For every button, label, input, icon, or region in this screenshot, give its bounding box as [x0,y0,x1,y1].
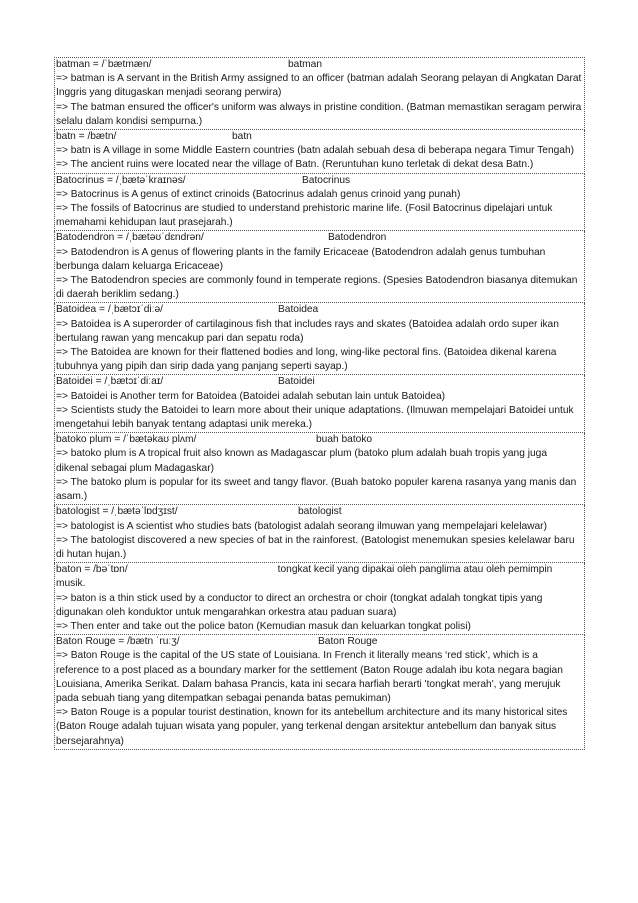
entry-header [55,303,584,317]
entry-header [55,174,584,188]
entry-example: => The ancient ruins were located near the village of Batn. (Reruntuhan kuno terletak di dekat desa Batn.) [56,159,534,171]
entry-example: => The fossils of Batocrinus are studied to understand prehistoric marine life. (Fosil Batocrinus dipelajari untuk memahami kehidupan laut prasejarah.) [56,203,553,229]
entry-translation: batn [232,131,252,143]
entry-example: => The Batoidea are known for their flattened bodies and long, wing-like pectoral fins. (Batoidea dikenal karena tubuhnya yang pipih dan sirip dada yang panjang seperti sayap.) [56,347,557,373]
entry-example: => The batman ensured the officer's uniform was always in pristine condition. (Batman memastikan seragam perwira selalu dalam kondisi sempurna.) [56,101,582,127]
entry-header [55,130,584,144]
entry-pronunciation: batoko plum = /ˈbætəkaʊ plʌm/ [56,434,197,446]
entry-definition: => Batodendron is A genus of flowering plants in the family Ericaceae (Batodendron adalah genus tumbuhan berbunga dalam keluarga Ericaceae) [56,246,546,272]
entry-pronunciation: Batocrinus = /ˌbætəˈkraɪnəs/ [56,174,186,186]
entry-pronunciation: batn = /bætn/ [56,131,117,143]
entry-translation: Batoidea [278,304,319,316]
entry-definition: => Batocrinus is A genus of extinct crinoids (Batocrinus adalah genus crinoid yang punah) [56,188,461,200]
entry-example: => Then enter and take out the police baton (Kemudian masuk dan keluarkan tongkat polisi) [56,620,471,632]
entry-header [55,505,584,519]
entry-batodendron [54,231,585,303]
entry-batocrinus [54,174,585,232]
entry-example: => Baton Rouge is a popular tourist destination, known for its antebellum architecture and its many historical sites (Baton Rouge adalah tujuan wisata yang populer, yang terkenal dengan arsitektur antebellum dan banyak situs bersejarahnya) [56,707,568,747]
entry-definition: => Batoidei is Another term for Batoidea (Batoidei adalah sebutan lain untuk Batoidea) [56,390,446,402]
entry-definition: => batn is A village in some Middle Eastern countries (batn adalah sebuah desa di beberapa negara Timur Tengah) [56,145,575,157]
entry-header [55,58,584,72]
entry-header [55,231,584,245]
entry-definition: => baton is a thin stick used by a conductor to direct an orchestra or choir (tongkat adalah tongkat tipis yang digunakan oleh konduktor untuk mengarahkan orkestra atau paduan suara) [56,592,543,618]
entry-pronunciation: Batoidea = /ˌbætɔɪˈdiːə/ [56,304,163,316]
entry-pronunciation: Baton Rouge = /bætn ˈruːʒ/ [56,636,180,648]
entry-header [55,433,584,447]
entry-example: => Scientists study the Batoidei to learn more about their unique adaptations. (Ilmuwan mempelajari Batoidei untuk mengetahui lebih banyak tentang adaptasi unik mereka.) [56,404,574,431]
entry-header [55,635,584,649]
entry-pronunciation: batman = /ˈbætmæn/ [56,59,152,70]
entry-translation: batman [288,59,322,70]
entry-batman [54,57,585,130]
entry-translation: buah batoko [316,434,373,446]
dictionary-document [54,57,585,750]
entry-pronunciation: baton = /bəˈtɒn/ [56,564,128,576]
entry-definition: => Batoidea is A superorder of cartilaginous fish that includes rays and skates (Batoidea adalah ordo super ikan bertulang rawan yang mencakup pari dan sepatu roda) [56,318,559,344]
entry-batologist [54,505,585,563]
entry-batoidei [54,375,585,433]
entry-translation: tongkat kecil yang dipakai oleh panglima atau oleh pemimpin musik. [56,564,553,590]
entry-definition: => Baton Rouge is the capital of the US state of Louisiana. In French it literally means ‘red stick’, which is a reference to a post placed as a boundary marker for the settlement (Baton Rouge adalah ibu kota negara bagian Louisiana, Amerika Serikat. Dalam bahasa Prancis, kata ini secara harfiah berarti 'tongkat merah', yang merujuk pada sebuah tiang yang ditempatkan sebagai penanda batas pemukiman) [56,650,563,704]
entry-example: => The batoko plum is popular for its sweet and tangy flavor. (Buah batoko populer karena rasanya yang manis dan asam.) [56,476,577,503]
entry-baton-rouge [54,635,585,750]
entry-header [55,563,584,591]
entry-baton [54,563,585,635]
entry-translation: Batocrinus [302,174,351,186]
entry-translation: batologist [298,506,342,518]
entry-definition: => batologist is A scientist who studies bats (batologist adalah seorang ilmuwan yang mempelajari kelelawar) [56,520,547,532]
entry-translation: Batodendron [328,232,387,244]
entry-pronunciation: Batoidei = /ˌbætɔɪˈdiːaɪ/ [56,376,164,388]
entry-batn [54,130,585,174]
entry-batoko-plum [54,433,585,505]
entry-translation: Batoidei [278,376,315,388]
entry-definition: => batman is A servant in the British Army assigned to an officer (batman adalah Seorang pelayan di Angkatan Darat Inggris yang ditugaskan menjadi seorang perwira) [56,73,582,99]
entry-example: => The batologist discovered a new species of bat in the rainforest. (Batologist menemukan spesies kelelawar baru di hutan hujan.) [56,534,575,560]
entry-example: => The Batodendron species are commonly found in temperate regions. (Spesies Batodendron biasanya ditemukan di daerah beriklim sedang.) [56,275,578,301]
entry-definition: => batoko plum is A tropical fruit also known as Madagascar plum (batoko plum adalah buah tropis yang juga dikenal sebagai plum Madagaskar) [56,448,547,474]
entry-header [55,375,584,389]
entry-pronunciation: batologist = /ˌbætəˈlɒdʒɪst/ [56,506,178,518]
entry-pronunciation: Batodendron = /ˌbætəʊˈdɛndrən/ [56,232,204,244]
entry-translation: Baton Rouge [318,636,378,648]
entry-batoidea [54,303,585,375]
